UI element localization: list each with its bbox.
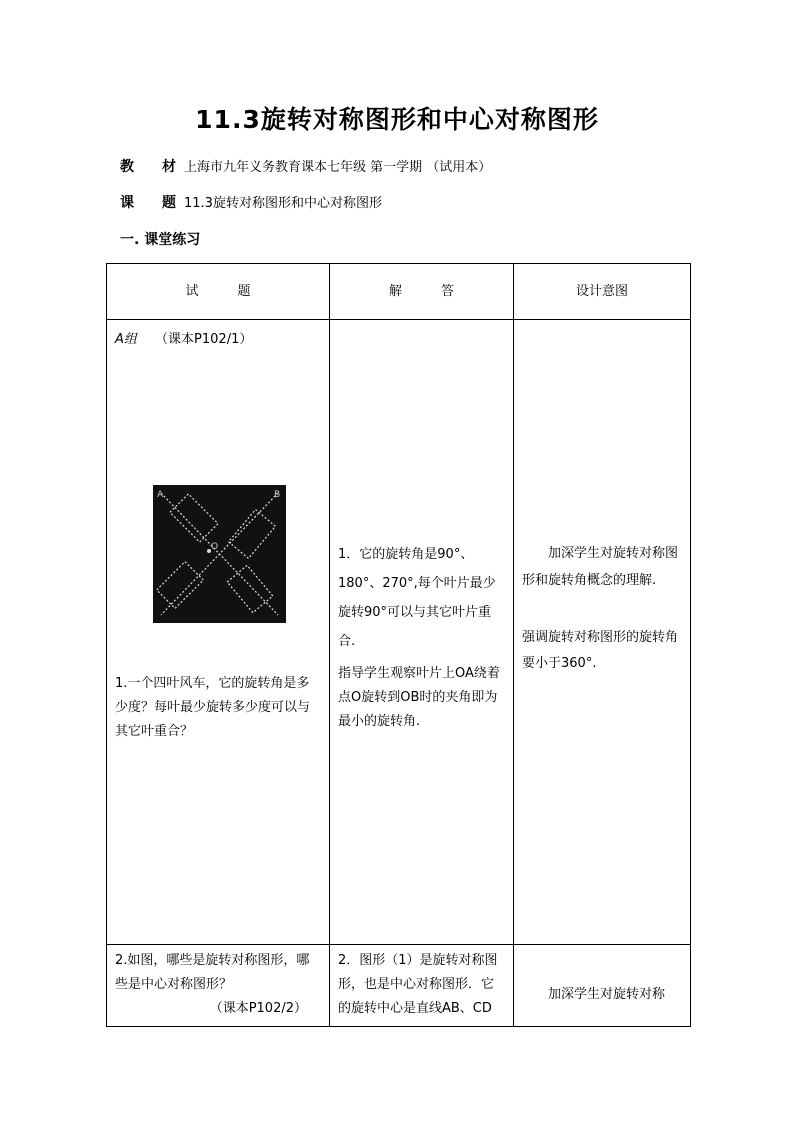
table-row [107, 320, 691, 945]
header-question: 试 题 [107, 264, 330, 320]
row2-intent: 加深学生对旋转对称 [548, 987, 666, 1002]
row2-question-cell [107, 945, 330, 1027]
header-intent: 设计意图 [514, 264, 691, 320]
page-title: 11.3旋转对称图形和中心对称图形 [195, 105, 599, 134]
topic-key: 课 题 [120, 195, 176, 211]
svg-text:A: A [157, 490, 164, 500]
row2-answer-cell [330, 945, 514, 1027]
row1-question-cell [107, 320, 330, 945]
row1-answer-p2: 指导学生观察叶片上OA绕着点O旋转到OB时的夹角即为最小的旋转角. [338, 666, 500, 729]
row1-intent-p1: 加深学生对旋转对称图形和旋转角概念的理解. [522, 546, 679, 588]
row1-answer-cell [330, 320, 514, 945]
group-label: A组 （课本P102/1） [115, 332, 253, 347]
table-header-row [107, 264, 691, 320]
section-heading: 一. 课堂练习 [120, 232, 201, 248]
row1-question: 1.一个四叶风车，它的旋转角是多少度？每叶最少旋转多少度可以与其它叶重合？ [115, 676, 311, 739]
windmill-icon [153, 485, 286, 623]
row2-question: 2.如图，哪些是旋转对称图形，哪些是中心对称图形？ [115, 953, 310, 992]
material-value: 上海市九年义务教育课本七年级 第一学期 （试用本） [184, 160, 492, 175]
exercise-table [106, 263, 691, 1027]
windmill-figure [153, 485, 286, 623]
row1-intent-p2: 强调旋转对称图形的旋转角要小于360°. [522, 630, 679, 671]
svg-text:B: B [274, 490, 281, 500]
row1-ref: （课本P102/1） [155, 332, 253, 347]
row1-answer-p1: 1．它的旋转角是90°、180°、270°,每个叶片最少旋转90°可以与其它叶片重合. [338, 547, 496, 649]
header-answer: 解 答 [330, 264, 514, 320]
svg-text:O: O [211, 542, 219, 552]
material-key: 教 材 [120, 159, 176, 175]
topic-value: 11.3旋转对称图形和中心对称图形 [184, 196, 382, 211]
material-line [120, 156, 491, 176]
row2-intent-cell [514, 945, 691, 1027]
table-row [107, 945, 691, 1027]
row2-answer: 2．图形（1）是旋转对称图形，也是中心对称图形．它的旋转中心是直线AB、CD [338, 953, 498, 1016]
topic-line [120, 192, 382, 212]
row1-intent-cell [514, 320, 691, 945]
row2-ref: （课本P102/2） [209, 1001, 307, 1016]
